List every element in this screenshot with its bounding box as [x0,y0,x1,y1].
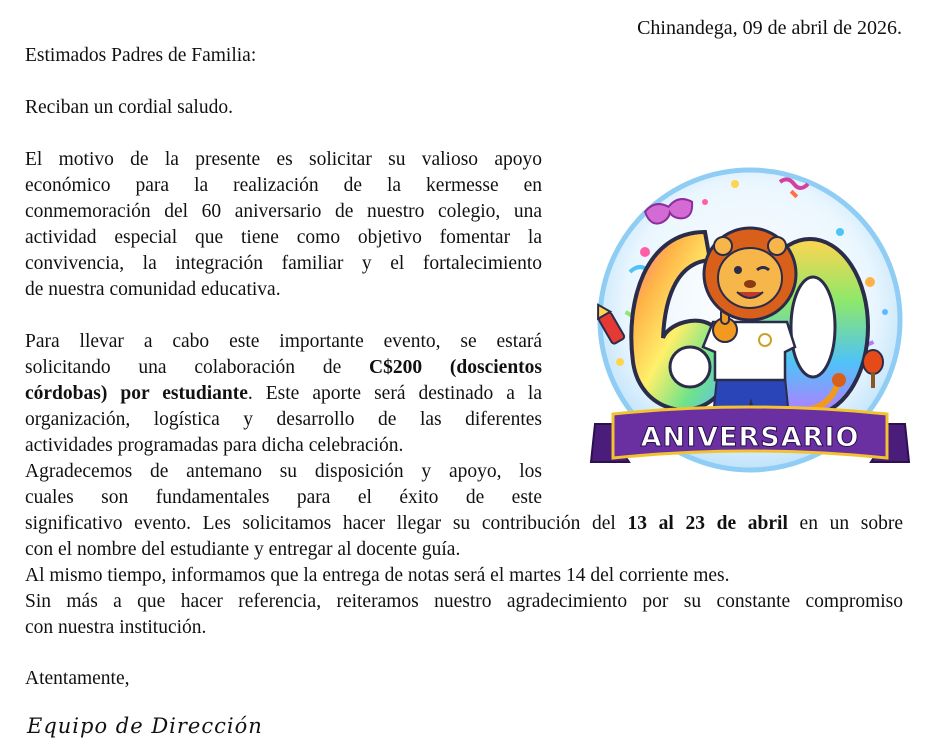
paragraph-line: Para llevar a cabo este importante evento, se estará [25,331,542,352]
amount-highlight: C$200 (doscientos [369,357,542,378]
anniversary-logo-art [585,162,915,492]
line-text: . Este aporte será destinado a la [247,383,542,404]
letter-date: Chinandega, 09 de abril de 2026. [637,17,902,39]
paragraph-line: actividades programadas para dicha celebración. [25,435,404,456]
paragraph-line [25,381,542,407]
paragraph-line: Agradecemos de antemano su disposición y apoyo, los [25,461,542,482]
paragraph-line: El motivo de la presente es solicitar su valioso apoyo [25,149,542,170]
paragraph-line: con nuestra institución. [25,617,207,638]
paragraph-line: cuales son fundamentales para el éxito de este [25,487,542,508]
greeting: Reciban un cordial saludo. [25,97,233,118]
salutation: Estimados Padres de Familia: [25,45,257,66]
paragraph-line: actividad especial que tiene como objetivo fomentar la [25,227,542,248]
paragraph-line: con el nombre del estudiante y entregar al docente guía. [25,539,461,560]
paragraph-line: económico para la realización de la kermesse en [25,175,542,196]
paragraph-line [25,355,542,381]
line-text: solicitando una colaboración de [25,357,370,378]
banner-text: ANIVERSARIO [640,422,860,453]
line-text: significativo evento. Les solicitamos hacer llegar su contribución del [25,513,628,534]
paragraph-line: Sin más a que hacer referencia, reiteramos nuestro agradecimiento por su constante compromiso [25,591,903,612]
date-range-highlight: 13 al 23 de abril [627,513,788,534]
paragraph-notas: Al mismo tiempo, informamos que la entrega de notas será el martes 14 del corriente mes. [25,565,730,586]
anniversary-logo [585,162,915,492]
paragraph-line: conmemoración del 60 aniversario de nuestro colegio, una [25,201,542,222]
closing: Atentamente, [25,668,130,689]
amount-highlight: córdobas) por estudiante [25,383,248,404]
paragraph-line [25,511,903,537]
paragraph-line: convivencia, la integración familiar y el fortalecimiento [25,253,542,274]
paragraph-line: de nuestra comunidad educativa. [25,279,281,300]
line-text: en un sobre [787,513,903,534]
signature: Equipo de Dirección [27,714,263,738]
paragraph-line: organización, logística y desarrollo de las diferentes [25,409,542,430]
